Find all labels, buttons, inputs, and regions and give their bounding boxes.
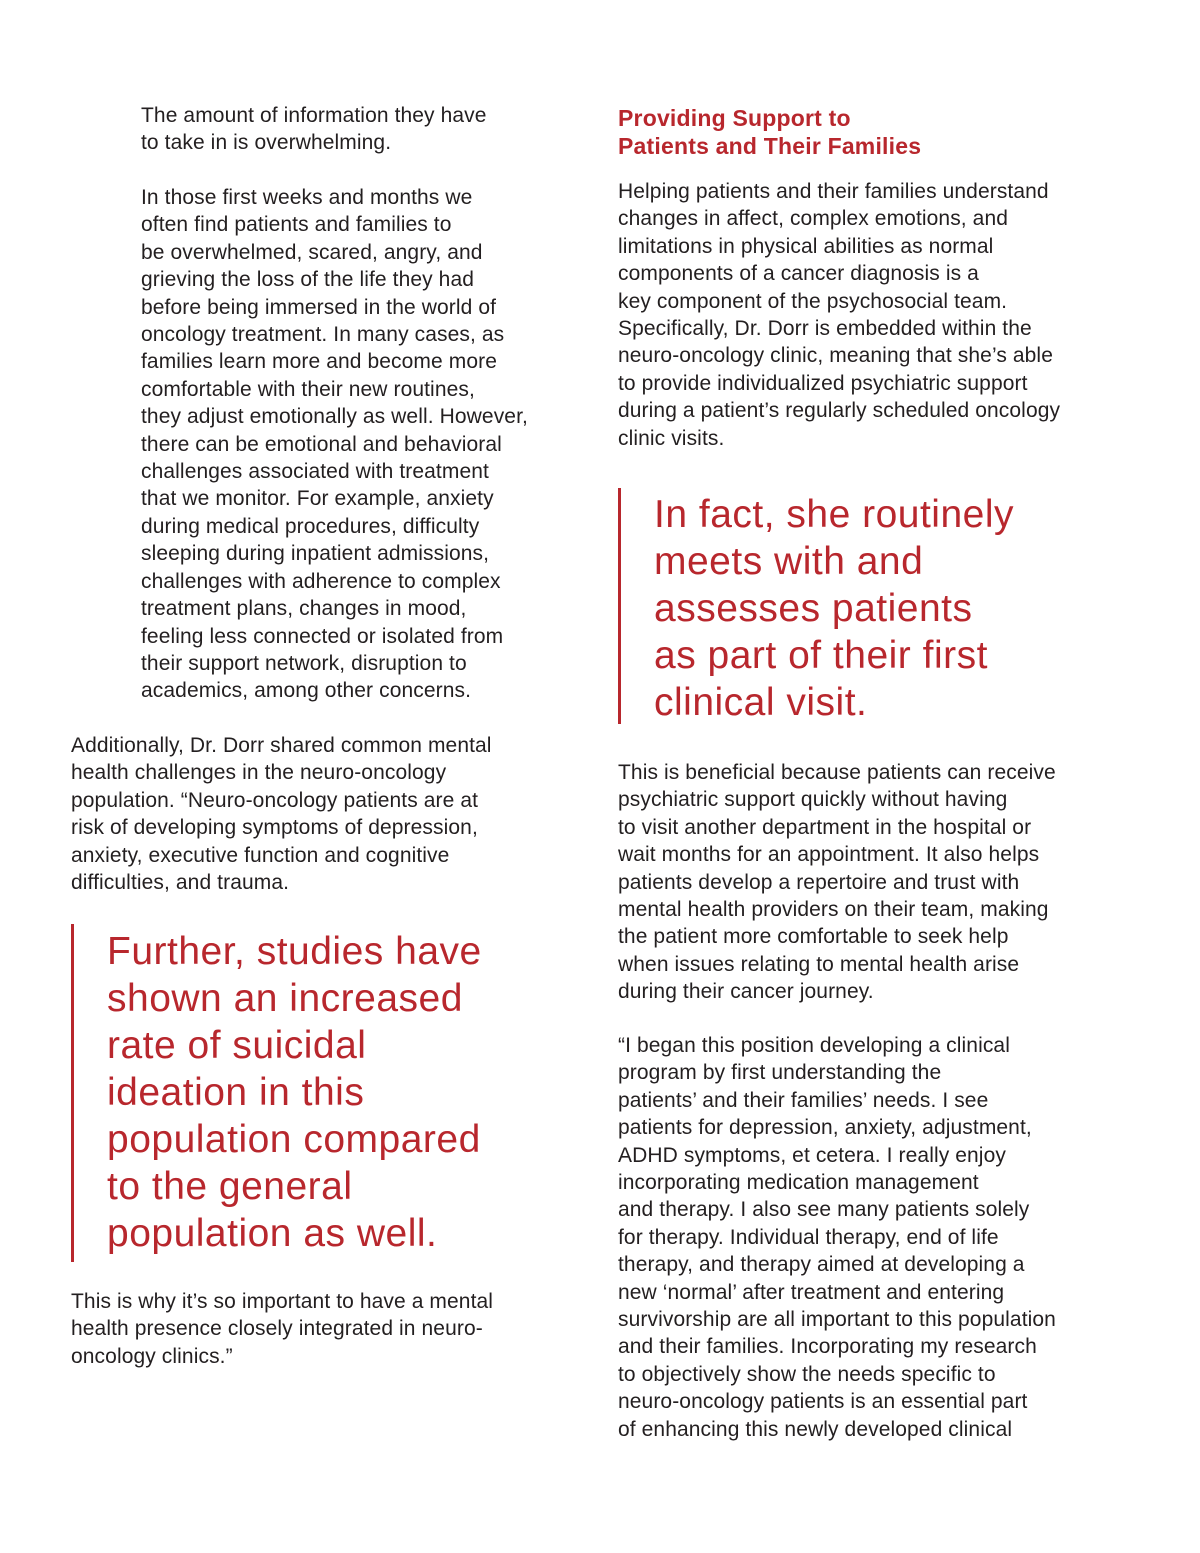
mental-health-challenges-paragraph: Additionally, Dr. Dorr shared common mental health challenges in the neuro-oncology population. “Neuro-oncology patients are at risk of developing symptoms of depression, anxiety, executive function and cognitive difficulties, and trauma. (71, 734, 492, 895)
pullquote-suicidal-ideation (71, 924, 587, 1262)
pullquote-first-visit (618, 488, 1144, 724)
section-heading: Providing Support to Patients and Their Families (618, 105, 922, 159)
integration-paragraph: This is why it’s so important to have a mental health presence closely integrated in neuro- oncology clinics.” (71, 1290, 494, 1368)
first-weeks-paragraph: In those first weeks and months we often find patients and families to be overwhelmed, scared, angry, and grieving the loss of the life they had before being immersed in the world of oncology treatment. In many cases, as families learn more and become more comfortable with their new routines, they adjust emotionally as well. However, there can be emotional and behavioral challenges associated with treatment that we monitor. For example, anxiety during medical procedures, difficulty sleeping during inpatient admissions, challenges with adherence to complex treatment plans, changes in mood, feeling less connected or isolated from their support network, disruption to academics, among other concerns. (141, 186, 528, 703)
quote-paragraph: “I began this position developing a clinical program by first understanding the patients’ and their families’ needs. I see patients for depression, anxiety, adjustment, ADHD symptoms, et cetera. I really enjoy incorporating medication management and therapy. I also see many patients solely for therapy. Individual therapy, end of life therapy, and therapy aimed at developing a new ‘normal’ after treatment and entering survivorship are all important to this population and their families. Incorporating my research to objectively show the needs specific to neuro-oncology patients is an essential part of enhancing this newly developed clinical (618, 1034, 1056, 1441)
intro-paragraph: The amount of information they have to take in is overwhelming. (141, 104, 487, 155)
pullquote-suicidal-ideation-text: Further, studies have shown an increased rate of suicidal ideation in this population compared to the general population as well. (107, 930, 482, 1255)
pullquote-first-visit-text: In fact, she routinely meets with and assesses patients as part of their first clinical visit. (654, 493, 1015, 724)
benefit-paragraph: This is beneficial because patients can receive psychiatric support quickly without having to visit another department in the hospital or wait months for an appointment. It also helps patients develop a repertoire and trust with mental health providers on their team, making the patient more comfortable to seek help when issues relating to mental health arise during their cancer journey. (618, 761, 1056, 1004)
support-paragraph: Helping patients and their families understand changes in affect, complex emotions, and limitations in physical abilities as normal components of a cancer diagnosis is a key component of the psychosocial team. Specifically, Dr. Dorr is embedded within the neuro-oncology clinic, meaning that she’s able to provide individualized psychiatric support during a patient’s regularly scheduled oncology clinic visits. (618, 180, 1061, 450)
